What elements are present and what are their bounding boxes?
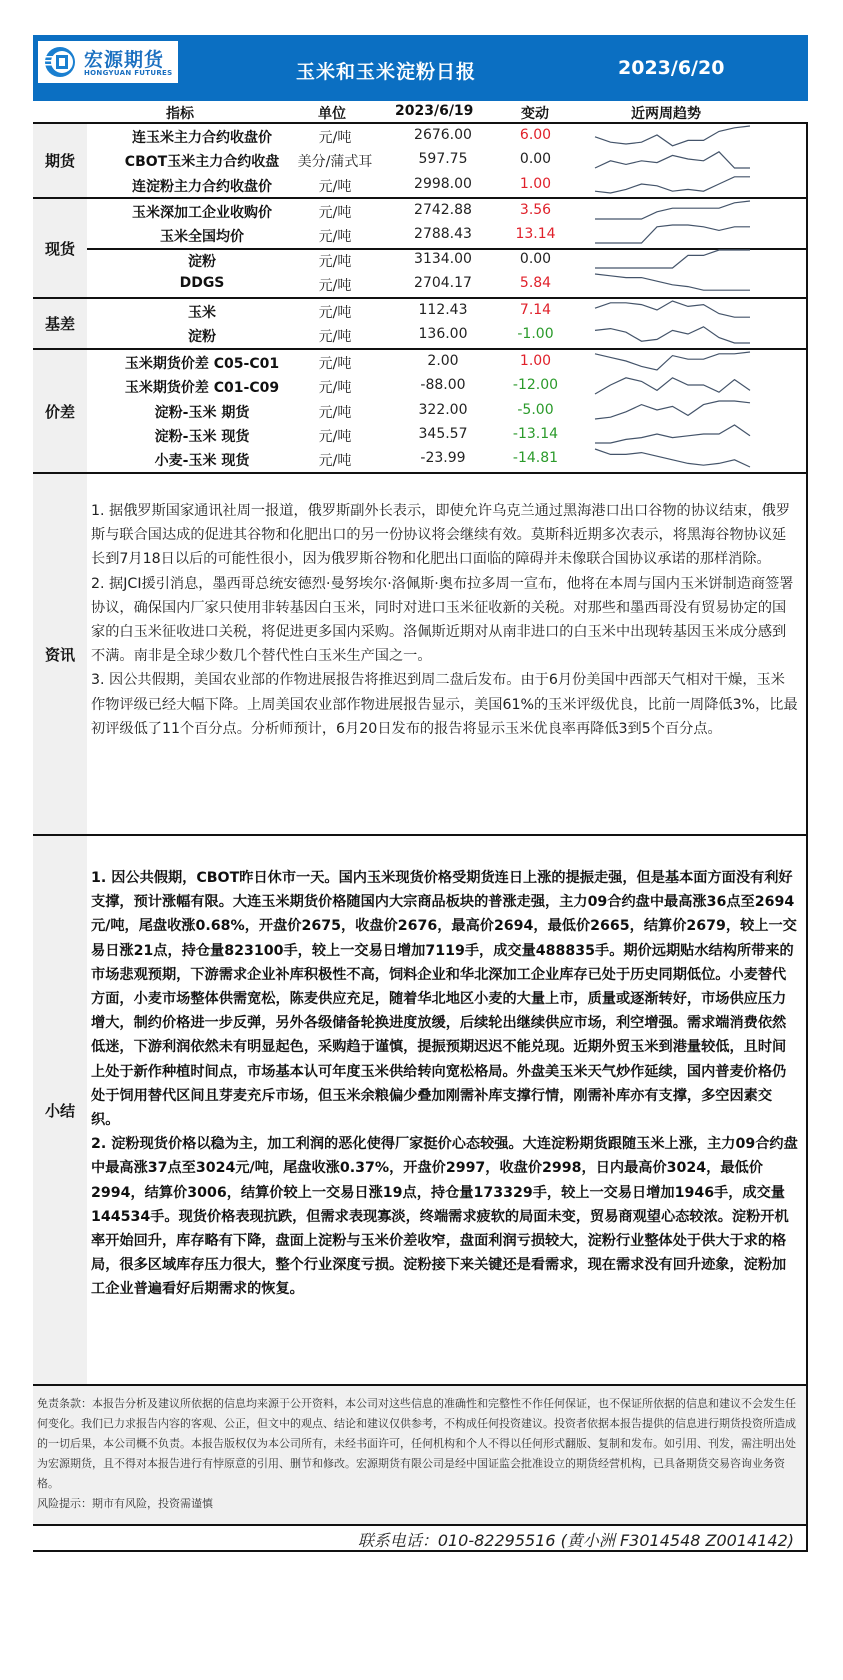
change: 6.00: [519, 127, 552, 143]
value: 3134.00: [414, 250, 472, 267]
sparkline-chart: [593, 125, 753, 147]
indicator-name: 淀粉: [188, 253, 216, 270]
summary-paragraph: 2. 淀粉现货价格以稳为主，加工利润的恶化使得厂家挺价心态较强。大连淀粉期货跟随玉米上涨，主力09合约盘中最高涨37点至3024元/吨，尾盘收涨0.37%，开盘价2997，收盘价2998，日内最高价3024，最低价2994，结算价3006，结算价较上一交易日涨19点，持仓量173329手，较上一交易日增加1946手，成交量144534手。现货价格表现抗跌，但需求表现寡淡，终端需求疲软的局面未变，贸易商观望心态较浓。淀粉开机率开始回升，库存略有下降，盘面上淀粉与玉米价差收窄，盘面利润亏损较大，淀粉行业整体处于供大于求的格局，很多区域库存压力很大，整个行业深度亏损。淀粉接下来关键还是看需求，现在需求没有回升迹象，淀粉加工企业普遍看好后期需求的恢复。: [91, 1136, 798, 1298]
sparkline-chart: [593, 273, 753, 295]
value: 2.00: [427, 353, 459, 369]
value: -88.00: [420, 377, 466, 394]
table-row: [33, 148, 806, 172]
change: 5.84: [519, 274, 552, 291]
table-row: [33, 199, 806, 223]
table-row: [33, 374, 806, 398]
indicator-name: 玉米深加工企业收购价: [132, 205, 272, 221]
section-news: [33, 474, 808, 836]
change: -12.00: [512, 377, 559, 394]
change: 3.56: [519, 202, 552, 218]
value: -23.99: [420, 450, 466, 467]
logo-text-cn: 宏源期货: [84, 49, 165, 71]
unit: 元/吨: [318, 253, 352, 270]
change: 7.14: [519, 302, 552, 318]
risk-warning: 风险提示：期市有风险，投资需谨慎: [37, 1497, 213, 1510]
indicator-name: 玉米: [188, 305, 216, 321]
table-row: [33, 350, 806, 374]
unit: 元/吨: [318, 380, 352, 397]
table-row: [33, 299, 806, 323]
change: -1.00: [517, 326, 554, 343]
unit: 元/吨: [318, 356, 352, 372]
section-basis: [33, 299, 808, 350]
unit: 元/吨: [318, 404, 352, 421]
value: 2704.17: [414, 274, 472, 291]
unit: 元/吨: [318, 428, 352, 445]
category-label: 现货: [33, 199, 87, 297]
report-date: 2023/6/20: [618, 57, 725, 79]
sparkline-chart: [593, 375, 753, 397]
news-paragraph: 2. 据JCI援引消息，墨西哥总统安德烈·曼努埃尔·洛佩斯·奥布拉多周一宣布，他将在本周与国内玉米饼制造商签署协议，确保国内厂家只使用非转基因白玉米，同时对进口玉米征收新的关税。对那些和墨西哥没有贸易协定的国家的白玉米征收进口关税，将促进更多国内采购。洛佩斯近期对从南非进口的白玉米中出现转基因玉米成分感到不满。南非是全球少数几个替代性白玉米生产国之一。: [91, 575, 794, 665]
sparkline-chart: [593, 224, 753, 246]
col-unit: 单位: [318, 106, 346, 122]
category-label: 期货: [33, 124, 87, 197]
sparkline-chart: [593, 149, 753, 171]
table-row: [33, 124, 806, 148]
change: -14.81: [512, 450, 559, 467]
indicator-name: 小麦-玉米 现货: [154, 453, 250, 470]
summary-paragraph: 1. 因公共假期，CBOT昨日休市一天。国内玉米现货价格受期货连日上涨的提振走强，但是基本面方面没有利好支撑，预计涨幅有限。大连玉米期货价格随国内大宗商品板块的普涨走强，主力09合约盘中最高涨36点至2694元/吨，尾盘收涨0.68%，开盘价2675，收盘价2676，最高价2694，最低价2665，结算价2679，较上一交易日涨21点，持仓量823100手，较上一交易日增加7119手，成交量488835手。期价远期贴水结构所带来的市场悲观预期，下游需求企业补库积极性不高，饲料企业和华北深加工企业库存已处于历史同期低位。小麦替代方面，小麦市场整体供需宽松，陈麦供应充足，随着华北地区小麦的大量上市，质量或逐渐转好，市场供应压力增大，制约价格进一步反弹，另外各级储备轮换进度放缓，后续轮出继续供应市场，利空增强。需求端消费依然低迷，下游利润依然未有明显起色，采购趋于谨慎，提振预期迟迟不能兑现。近期外贸玉米到港量较低，且时间上处于新作种植时间点，市场基本认可年度玉米供给转向宽松格局。外盘美玉米天气炒作延续，国内普麦价格仍处于饲用替代区间且芽麦充斥市场，但玉米余粮偏少叠加刚需补库支撑行情，刚需补库亦有支撑，多空因素交织。: [91, 870, 797, 1129]
indicator-name: 玉米期货价差 C01-C09: [124, 380, 280, 397]
col-indicator: 指标: [166, 106, 194, 122]
indicator-name: CBOT玉米主力合约收盘: [124, 154, 280, 171]
disclaimer: [33, 1386, 808, 1526]
indicator-name: 连淀粉主力合约收盘价: [132, 178, 272, 195]
summary-body: [87, 836, 806, 1340]
table-row: [33, 248, 806, 272]
table-row: [33, 399, 806, 423]
change: 13.14: [515, 226, 556, 243]
table-row: [33, 173, 806, 197]
table-row: [33, 423, 806, 447]
table-row: [33, 447, 806, 471]
logo-mark-icon: [44, 46, 76, 78]
sparkline-chart: [593, 300, 753, 322]
disclaimer-text: 免责条款：本报告分析及建议所依据的信息均来源于公开资料，本公司对这些信息的准确性和完整性不作任何保证，也不保证所依据的信息和建议不会发生任何变化。我们已力求报告内容的客观、公正，但文中的观点、结论和建议仅供参考，不构成任何投资建议。投资者依据本报告提供的信息进行期货投资所造成的一切后果，本公司概不负责。本报告版权仅为本公司所有，未经书面许可，任何机构和个人不得以任何形式翻版、复制和发布。如引用、刊发，需注明出处为宏源期货，且不得对本报告进行有悖原意的引用、删节和修改。宏源期货有限公司是经中国证监会批准设立的期货经营机构，已具备期货交易咨询业务资格。: [37, 1397, 796, 1490]
logo-text-en: HONGYUAN FUTURES: [84, 69, 173, 77]
unit: 元/吨: [318, 277, 352, 294]
unit: 元/吨: [318, 329, 352, 346]
news-paragraph: 3. 因公共假期，美国农业部的作物进展报告将推迟到周二盘后发布。由于6月份美国中西部天气相对干燥，玉米作物评级已经大幅下降。上周美国农业部作物进展报告显示，美国61%的玉米评级优良，比前一周降低3%，比最初评级低了11个百分点。分析师预计，6月20日发布的报告将显示玉米优良率再降低3到5个百分点。: [91, 672, 798, 737]
section-spot: [33, 199, 808, 299]
change: 0.00: [519, 250, 552, 267]
news-body: [87, 474, 806, 781]
news-paragraph: 1. 据俄罗斯国家通讯社周一报道，俄罗斯副外长表示，即使允许乌克兰通过黑海港口出口谷物的协议结束，俄罗斯与联合国达成的促进其谷物和化肥出口的另一份协议将会继续有效。莫斯科近期多次表示，将黑海谷物协议延长到7月18日以后的可能性很小，因为俄罗斯谷物和化肥出口面临的障碍并未像联合国协议承诺的那样消除。: [91, 503, 791, 568]
value: 112.43: [418, 302, 468, 318]
indicator-name: 淀粉-玉米 现货: [154, 428, 250, 445]
sparkline-chart: [593, 249, 753, 271]
value: 2676.00: [414, 127, 472, 143]
category-label: 小结: [33, 836, 87, 1384]
indicator-name: DDGS: [179, 274, 225, 291]
table-header: [33, 101, 808, 124]
value: 2998.00: [414, 175, 472, 192]
change: -13.14: [512, 425, 559, 442]
change: 1.00: [519, 353, 552, 369]
unit: 美分/蒲式耳: [297, 154, 373, 171]
unit: 元/吨: [318, 453, 352, 470]
value: 345.57: [418, 425, 468, 442]
section-spread: [33, 350, 808, 474]
report-header: [33, 35, 808, 101]
unit: 元/吨: [318, 130, 352, 146]
value: 136.00: [418, 326, 468, 343]
col-trend: 近两周趋势: [631, 106, 701, 122]
col-date: 2023/6/19: [395, 103, 474, 119]
report-title: 玉米和玉米淀粉日报: [296, 61, 477, 83]
sparkline-chart: [593, 174, 753, 196]
sparkline-chart: [593, 200, 753, 222]
indicator-name: 连玉米主力合约收盘价: [132, 130, 272, 146]
category-label: 基差: [33, 299, 87, 348]
value: 322.00: [418, 401, 468, 418]
indicator-name: 淀粉-玉米 期货: [154, 404, 250, 421]
contact-info: 联系电话：010-82295516 (黄小洲 F3014548 Z0014142): [357, 1531, 794, 1550]
value: 597.75: [418, 151, 468, 168]
unit: 元/吨: [318, 305, 352, 321]
category-label: 价差: [33, 350, 87, 472]
report-page: [33, 35, 808, 1552]
unit: 元/吨: [318, 205, 352, 221]
table-row: [33, 223, 806, 247]
contact-bar: [33, 1526, 808, 1552]
section-futures: [33, 124, 808, 199]
change: -5.00: [517, 401, 554, 418]
unit: 元/吨: [318, 178, 352, 195]
company-logo: [38, 41, 178, 83]
unit: 元/吨: [318, 229, 352, 246]
value: 2742.88: [414, 202, 472, 218]
sparkline-chart: [593, 448, 753, 470]
section-summary: [33, 836, 808, 1386]
sparkline-chart: [593, 351, 753, 373]
col-change: 变动: [521, 106, 549, 122]
value: 2788.43: [414, 226, 472, 243]
sparkline-chart: [593, 324, 753, 346]
category-label: 资讯: [33, 474, 87, 834]
sparkline-chart: [593, 400, 753, 422]
sparkline-chart: [593, 424, 753, 446]
change: 1.00: [519, 175, 552, 192]
table-row: [33, 272, 806, 296]
indicator-name: 玉米全国均价: [160, 229, 244, 246]
change: 0.00: [519, 151, 552, 168]
indicator-name: 玉米期货价差 C05-C01: [124, 356, 280, 372]
table-row: [33, 323, 806, 347]
indicator-name: 淀粉: [188, 329, 216, 346]
